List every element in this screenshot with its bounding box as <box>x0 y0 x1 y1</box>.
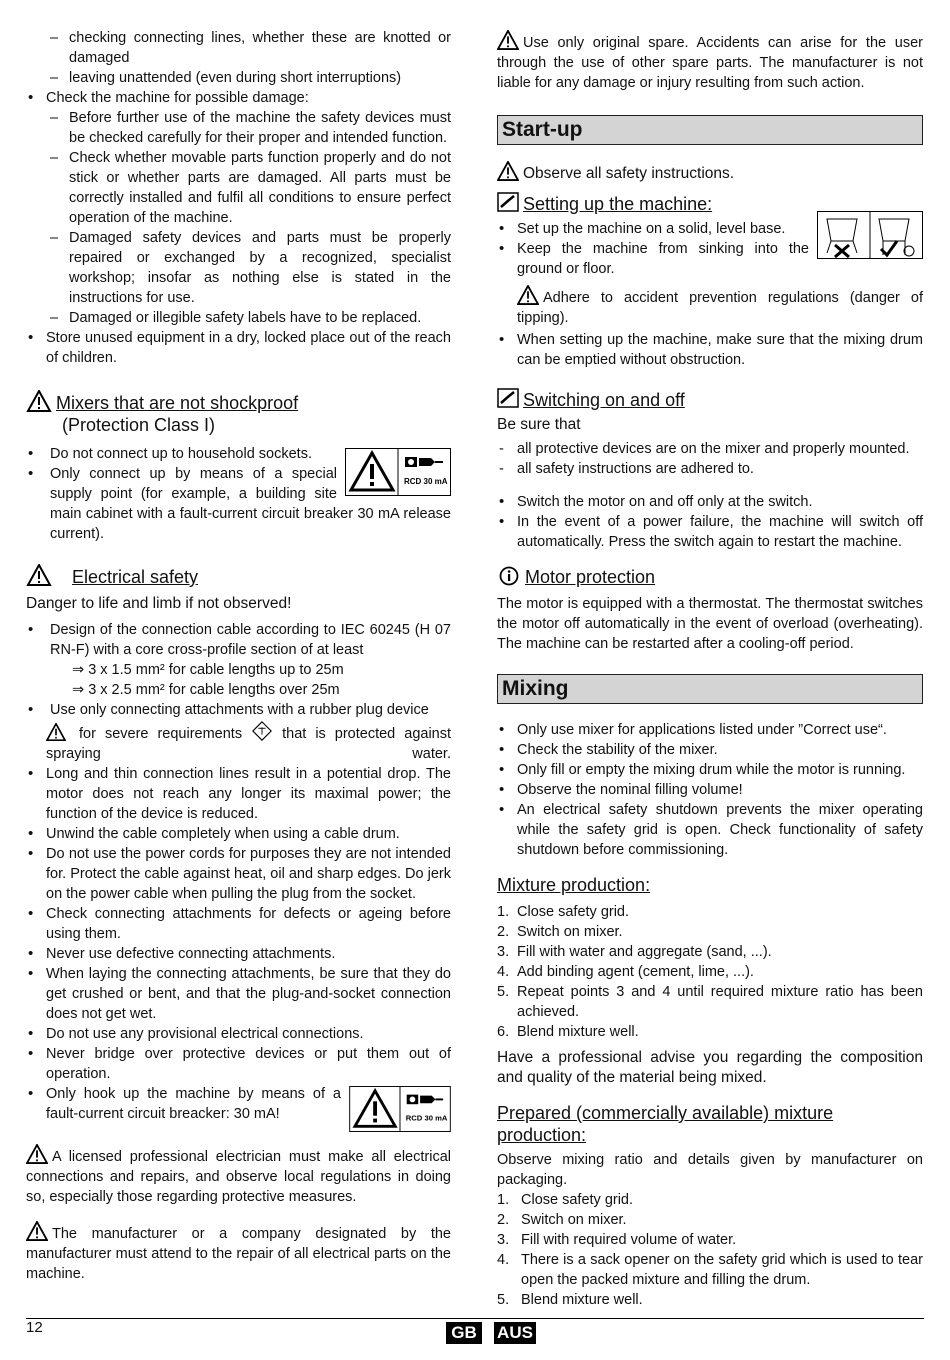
list-item <box>26 620 451 700</box>
list-item: 5. Blend mixture well. <box>497 1292 643 1308</box>
list-item: • Switch the motor on and off only at the switch. <box>497 492 923 512</box>
startup-section-header: Start-up <box>497 115 923 145</box>
sure-list <box>497 439 923 479</box>
warning-icon <box>497 30 519 50</box>
list-item: 2. Switch on mixer. <box>497 1212 627 1228</box>
licensed-text: A licensed professional electrician must make all electrical connections and repairs, and observe local regulations in doing so, especially those regarding protective measures. <box>26 1144 451 1207</box>
list-item: • Do not use any provisional electrical connections. <box>26 1024 451 1044</box>
mixers-heading <box>26 390 451 414</box>
gb-badge: GB <box>446 1322 482 1344</box>
electrical-list-2 <box>26 764 451 1124</box>
list-item: • When laying the connecting attachments, be sure that they do get crushed or bent, and that the plug-and-socket connection does not get wet. <box>26 964 451 1024</box>
wrench-icon <box>497 388 519 408</box>
list-item: • Check connecting attachments for defects or ageing before using them. <box>26 904 451 944</box>
info-icon <box>499 566 519 586</box>
electrical-list <box>26 620 451 720</box>
list-item: 3. Fill with water and aggregate (sand, ...). <box>497 944 772 960</box>
list-item: • Never bridge over protective devices or put them out of operation. <box>26 1044 451 1084</box>
check-list <box>26 88 451 368</box>
warning-icon <box>517 285 539 305</box>
list-item: • An electrical safety shutdown prevents the mixer operating while the safety grid is open. Check functionality of safety shutdown before commissioning. <box>497 800 923 860</box>
left-column <box>26 28 451 1284</box>
rcd-label: • RCD 30 mA <box>405 1113 448 1123</box>
list-item: • Long and thin connection lines result in a potential drop. The motor does not reach any longer its maximal power; the function of the device is reduced. <box>26 764 451 824</box>
danger-text: Danger to life and limb if not observed! <box>26 595 292 612</box>
motor-heading <box>497 566 923 588</box>
list-item: 3. Fill with required volume of water. <box>497 1232 737 1248</box>
list-item: • Only use mixer for applications listed under ”Correct use“. <box>497 720 923 740</box>
list-item: • Unwind the cable completely when using a cable drum. <box>26 824 451 844</box>
list-item: • Do not use the power cords for purposes they are not intended for. Protect the cable against heat, oil and sharp edges. Do jerk on the power cable when pulling the plug from the socket. <box>26 844 451 904</box>
design-text: Design of the connection cable according to IEC 60245 (H 07 RN-F) with a core cross-profile section of at least <box>50 622 451 658</box>
electrical-title: Electrical safety <box>72 567 199 587</box>
list-item: • Store unused equipment in a dry, locked place out of the reach of children. <box>26 328 451 368</box>
list-item: 4. Add binding agent (cement, lime, ...). <box>497 964 754 980</box>
aus-badge: AUS <box>494 1322 536 1344</box>
rcd-warning-icon <box>349 1086 451 1132</box>
warning-icon <box>26 1221 48 1241</box>
arrow-icon: ⇒ <box>72 662 85 678</box>
list-item: • Only connect up by means of a special supply point (for example, a building site main cabinet with a fault-current circuit breaker 30 mA release current). <box>26 464 451 544</box>
list-item: 1. Close safety grid. <box>497 904 630 920</box>
splash-proof-icon <box>251 720 273 742</box>
warning-icon <box>26 564 52 586</box>
adhere-text: Adhere to accident prevention regulations (danger of tipping). <box>497 285 923 328</box>
electrical-heading <box>26 564 451 588</box>
prepared-intro: Observe mixing ratio and details given by manufacturer on packaging. <box>497 1152 923 1188</box>
switch-title: Switching on and off <box>523 390 685 410</box>
check-sub-list <box>46 108 451 328</box>
size-item: ⇒ 3 x 2.5 mm² for cable lengths over 25m <box>72 682 340 698</box>
list-item: • When setting up the machine, make sure that the mixing drum can be emptied without obstruction. <box>497 330 923 370</box>
list-item: – Damaged safety devices and parts must be properly repaired or exchanged by a recognized, specialist workshop; insofar as nothing else is stated in the instructions for use. <box>46 228 451 308</box>
setting-title: Setting up the machine: <box>523 194 713 214</box>
warning-icon <box>497 161 519 181</box>
list-item: • Only fill or empty the mixing drum while the motor is running. <box>497 760 923 780</box>
prepared-title: Prepared (commercially available) mixture production: <box>497 1103 834 1145</box>
rubber-line: for severe requirements that is protected against spraying water. <box>26 720 451 764</box>
professional-text: Have a professional advise you regarding the composition and quality of the material being mixed. <box>497 1049 923 1086</box>
motor-title: Motor protection <box>525 567 656 587</box>
size-item: ⇒ 3 x 1.5 mm² for cable lengths up to 25m <box>72 662 344 678</box>
top-dash-list <box>26 28 451 88</box>
list-item: 5. Repeat points 3 and 4 until required mixture ratio has been achieved. <box>497 984 923 1020</box>
list-item: – Damaged or illegible safety labels have to be replaced. <box>46 308 451 328</box>
mixing-section-header: Mixing <box>497 674 923 704</box>
switch-list <box>497 492 923 552</box>
wrench-icon <box>497 192 519 212</box>
list-item: 2. Switch on mixer. <box>497 924 623 940</box>
list-item: • Never use defective connecting attachments. <box>26 944 451 964</box>
spare-text: Use only original spare. Accidents can arise for the user through the use of other spare parts. The manufacturer is not liable for any damage or injury resulting from such action. <box>497 30 923 93</box>
right-column <box>497 28 923 1310</box>
list-item: 6. Blend mixture well. <box>497 1024 639 1040</box>
warning-icon <box>46 723 66 741</box>
list-item: • Do not connect up to household sockets. <box>26 444 451 464</box>
mixers-list <box>26 444 451 544</box>
switch-heading <box>497 388 923 411</box>
be-sure-text: Be sure that <box>497 416 581 433</box>
list-item: • Observe the nominal filling volume! <box>497 780 923 800</box>
list-item: – Before further use of the machine the safety devices must be checked carefully for their proper and intended function. <box>46 108 451 148</box>
observe-line: Observe all safety instructions. <box>497 161 923 184</box>
mixing-list <box>497 720 923 860</box>
list-item: • Check the stability of the mixer. <box>497 740 923 760</box>
warning-icon <box>26 390 52 412</box>
rcd-label: RCD 30 mA <box>404 477 448 486</box>
list-item: • In the event of a power failure, the machine will switch off automatically. Press the switch again to restart the machine. <box>497 512 923 552</box>
list-item: 1. Close safety grid. <box>497 1192 634 1208</box>
list-item: • RCD 30 mA Only hook up the machine by means of a fault-current circuit breacker: 30 mA! <box>26 1084 451 1124</box>
list-item: - all protective devices are on the mixer and properly mounted. <box>497 439 923 459</box>
check-damage-text: Check the machine for possible damage: <box>46 90 309 106</box>
mixers-subtitle: (Protection Class I) <box>62 415 216 435</box>
footer-divider <box>26 1318 924 1319</box>
list-item: 4. There is a sack opener on the safety grid which is used to tear open the packed mixture and filling the drum. <box>497 1252 923 1288</box>
manufacturer-text: The manufacturer or a company designated by the manufacturer must attend to the repair of all electrical parts on the machine. <box>26 1221 451 1284</box>
arrow-icon: ⇒ <box>72 682 85 698</box>
mixture-title: Mixture production: <box>497 875 651 895</box>
setting-list <box>497 219 923 279</box>
list-item: – leaving unattended (even during short interruptions) <box>26 68 451 88</box>
list-item: • Set up the machine on a solid, level base. <box>497 219 923 239</box>
prepared-steps <box>497 1190 923 1310</box>
setting-list-2 <box>497 330 923 370</box>
page-number: 12 <box>26 1319 43 1336</box>
mixture-steps <box>497 902 923 1042</box>
list-item: • Keep the machine from sinking into the ground or floor. <box>497 239 923 279</box>
list-item: • Use only connecting attachments with a rubber plug device <box>26 700 451 720</box>
warning-icon <box>26 1144 48 1164</box>
list-item <box>26 88 451 328</box>
mixers-title: Mixers that are not shockproof <box>56 393 299 413</box>
list-item: – checking connecting lines, whether these are knotted or damaged <box>26 28 451 68</box>
list-item: – Check whether movable parts function properly and do not stick or whether parts are damaged. All parts must be correctly installed and fulfil all conditions to ensure perfect operation of the machine. <box>46 148 451 228</box>
list-item: - all safety instructions are adhered to. <box>497 459 923 479</box>
motor-text: The motor is equipped with a thermostat. The thermostat switches the motor off automatically in the event of overload (overheating). The machine can be restarted after a cooling-off period. <box>497 596 923 652</box>
